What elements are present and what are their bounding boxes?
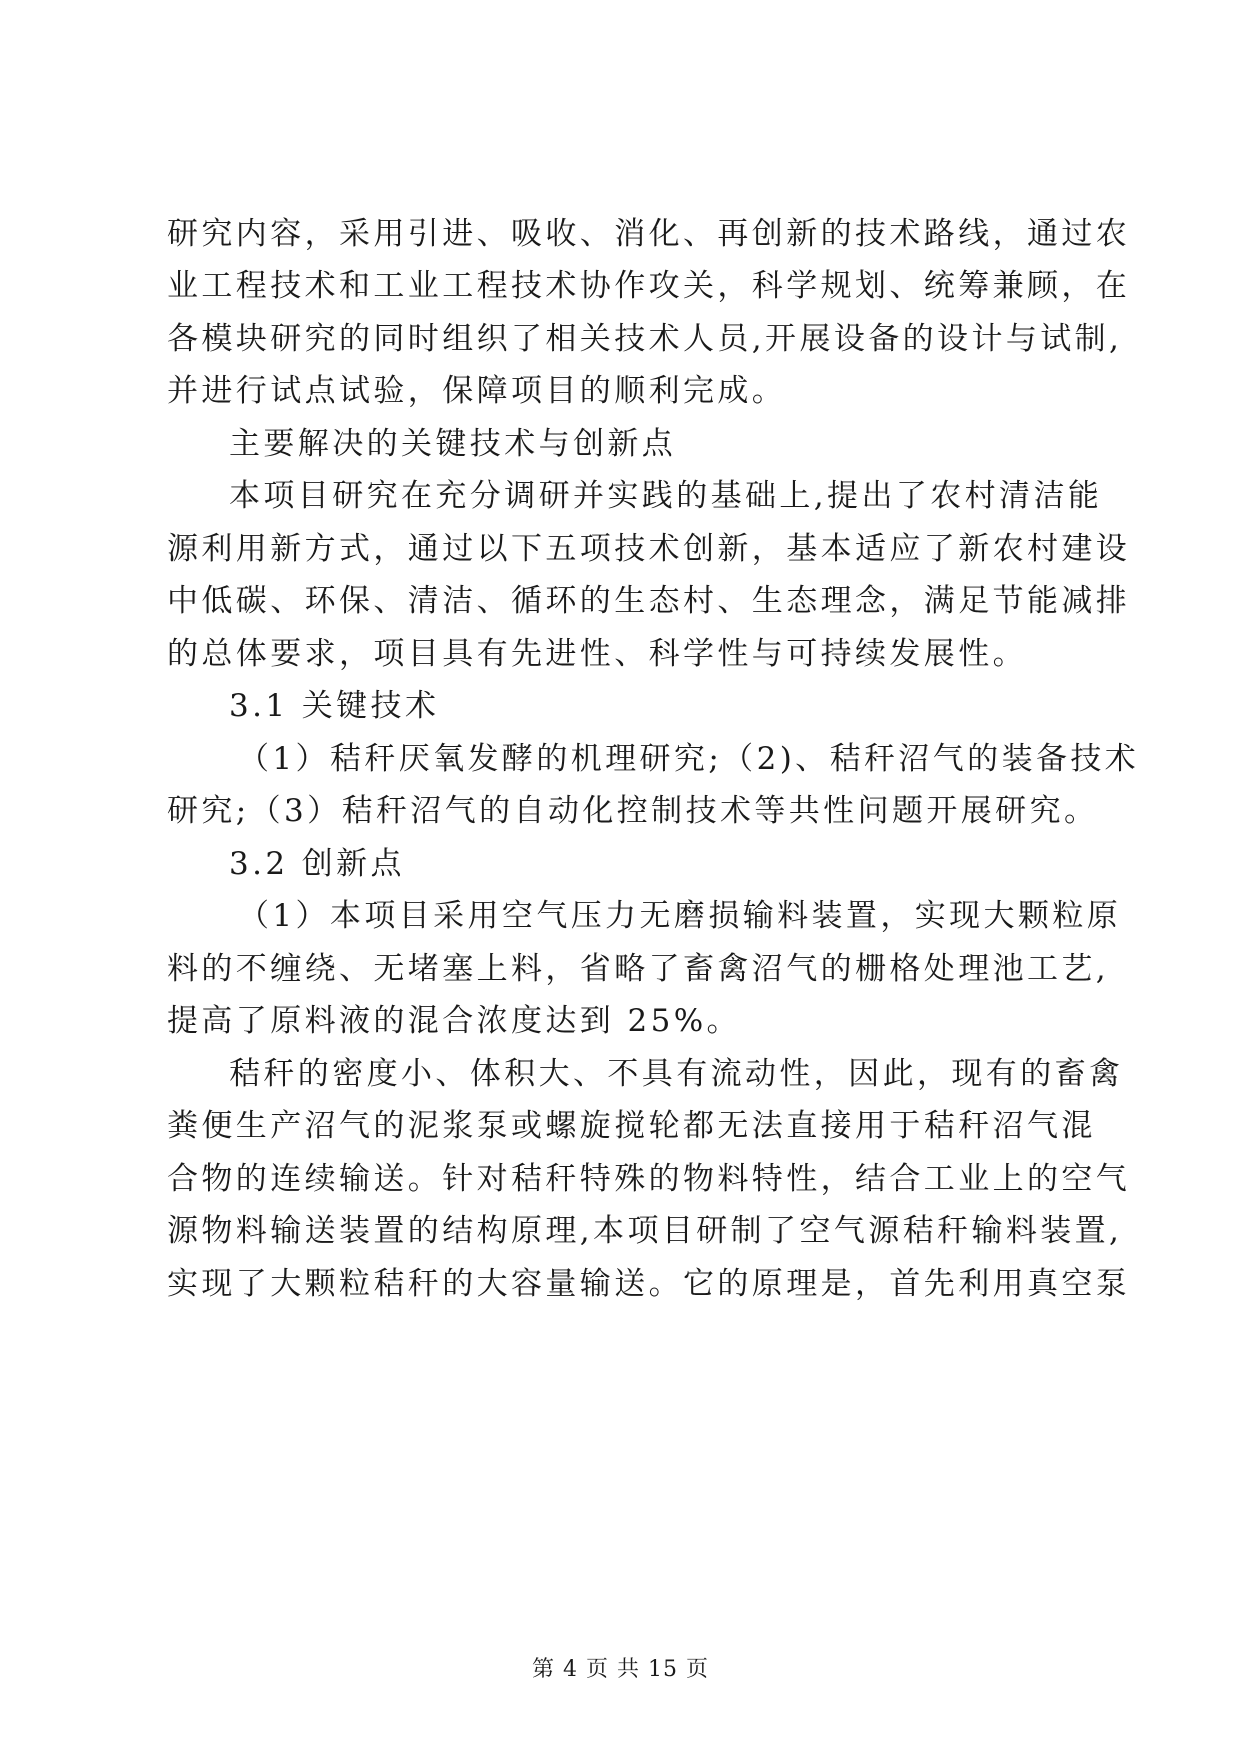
paragraph-line: 研究;（3）秸秆沼气的自动化控制技术等共性问题开展研究。 <box>167 793 1099 829</box>
paragraph-line: 研究内容，采用引进、吸收、消化、再创新的技术路线，通过农 <box>167 216 1131 252</box>
subsection-heading: 3.2 创新点 <box>229 846 405 882</box>
paragraph-line: 料的不缠绕、无堵塞上料，省略了畜禽沼气的栅格处理池工艺, <box>167 951 1110 987</box>
paragraph-line: 中低碳、环保、清洁、循环的生态村、生态理念，满足节能减排 <box>167 583 1131 619</box>
paragraph-line: 源物料输送装置的结构原理,本项目研制了空气源秸秆输料装置, <box>167 1213 1123 1249</box>
paragraph-line: 实现了大颗粒秸秆的大容量输送。它的原理是，首先利用真空泵 <box>167 1266 1131 1302</box>
subsection-heading: 3.1 关键技术 <box>229 688 440 724</box>
paragraph-line: 源利用新方式，通过以下五项技术创新，基本适应了新农村建设 <box>167 531 1131 567</box>
paragraph-line: 合物的连续输送。针对秸秆特殊的物料特性，结合工业上的空气 <box>167 1161 1131 1197</box>
paragraph-line: （1）秸秆厌氧发酵的机理研究;（2)、秸秆沼气的装备技术 <box>238 741 1140 777</box>
paragraph-line: 并进行试点试验，保障项目的顺利完成。 <box>167 373 787 409</box>
paragraph-line: （1）本项目采用空气压力无磨损输料装置，实现大颗粒原 <box>238 898 1122 934</box>
paragraph-line: 秸秆的密度小、体积大、不具有流动性，因此，现有的畜禽 <box>229 1056 1124 1092</box>
paragraph-line: 业工程技术和工业工程技术协作攻关，科学规划、统筹兼顾，在 <box>167 268 1131 304</box>
page-number-footer: 第 4 页 共 15 页 <box>532 1657 709 1682</box>
section-heading: 主要解决的关键技术与创新点 <box>229 426 677 462</box>
paragraph-line: 的总体要求，项目具有先进性、科学性与可持续发展性。 <box>167 636 1027 672</box>
paragraph-line: 各模块研究的同时组织了相关技术人员,开展设备的设计与试制, <box>167 321 1123 357</box>
paragraph-line: 提高了原料液的混合浓度达到 25%。 <box>167 1003 741 1039</box>
paragraph-line: 本项目研究在充分调研并实践的基础上,提出了农村清洁能 <box>229 478 1103 514</box>
paragraph-line: 粪便生产沼气的泥浆泵或螺旋搅轮都无法直接用于秸秆沼气混 <box>167 1108 1096 1144</box>
